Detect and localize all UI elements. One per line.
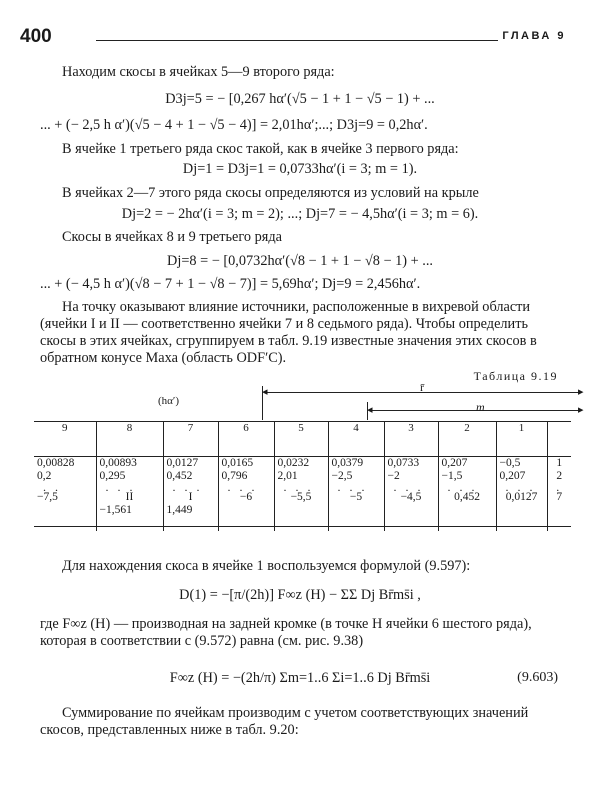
table-caption: Таблица 9.19 — [473, 369, 558, 383]
chapter-heading: ГЛАВА 9 — [502, 30, 566, 42]
column-header: 4 — [328, 422, 384, 457]
equation: ... + (− 2,5 h α′)(√5 − 4 + 1 − √5 − 4)] = 2,01hα′;...; D3j=9 = 0,2hα′. — [40, 117, 428, 133]
table-cell: 0,207 −1,5 . . . 0,452 — [438, 457, 496, 527]
paragraph-line: скосов, представленных ниже в табл. 9.20: — [40, 722, 299, 738]
values-table — [34, 387, 571, 531]
table-cell: −0,5 0,207 . . . 0,0127 — [496, 457, 547, 527]
column-header: 5 — [274, 422, 328, 457]
column-header: 7 — [163, 422, 218, 457]
arrow-left-icon: ◂ — [262, 386, 268, 398]
table-cell: 0,0127 0,452 . . . I 1,449 — [163, 457, 218, 527]
equation-number: (9.603) — [517, 670, 558, 685]
paragraph-line: где F∞z (H) — производная на задней кромке (в точке H ячейки 6 шестого ряда), — [40, 616, 532, 632]
equation: D(1) = −[π/(2h)] F∞z (H) − ΣΣ Dj Br̄ms̄i , — [179, 587, 421, 603]
paragraph-line: скосы в этих ячейках, сгруппируем в табл. 9.19 известные значения этих скосов в — [40, 333, 537, 349]
text-line: Скосы в ячейках 8 и 9 третьего ряда — [62, 229, 282, 245]
paragraph-line: (ячейки I и II — соответственно ячейки 7 и 8 седьмого ряда). Чтобы определить — [40, 316, 528, 332]
arrow-left-icon: ◂ — [367, 404, 373, 416]
m-label: m — [476, 400, 485, 414]
table-cell: 0,00893 0,295 . . . II −1,561 — [96, 457, 163, 527]
column-header: 8 — [96, 422, 163, 457]
column-header: 3 — [384, 422, 438, 457]
column-header: 2 — [438, 422, 496, 457]
table-cell: 0,0165 0,796 . . . −6 — [218, 457, 274, 527]
paragraph-line: На точку оказывают влияние источники, расположенные в вихревой области — [62, 299, 531, 315]
header-rule — [96, 40, 498, 41]
table-data-row — [34, 457, 571, 527]
text-line: Для нахождения скоса в ячейке 1 воспользуемся формулой (9.597): — [62, 558, 471, 574]
equation: Dj=8 = − [0,0732hα′(√8 − 1 + 1 − √8 − 1) + ... — [167, 253, 433, 269]
equation: D3j=5 = − [0,267 hα′(√5 − 1 + 1 − √5 − 1) + ... — [165, 91, 435, 107]
paragraph-line: которая в соответствии с (9.572) равна (см. рис. 9.38) — [40, 633, 364, 649]
text-line: В ячейке 1 третьего ряда скос такой, как в ячейке 3 первого ряда: — [62, 141, 459, 157]
equation: Dj=2 = − 2hα′(i = 3; m = 2); ...; Dj=7 = − 4,5hα′(i = 3; m = 6). — [121, 206, 479, 222]
table-header-row — [34, 422, 571, 457]
text-line: В ячейках 2—7 этого ряда скосы определяются из условий на крыле — [62, 185, 479, 201]
r-label: r̄ — [420, 380, 424, 394]
table-cell: 0,0232 2,01 . . . −5,5 — [274, 457, 328, 527]
table-unit-label: (hα′) — [158, 395, 179, 407]
arrow-right-icon: ▸ — [578, 404, 584, 416]
equation: ... + (− 4,5 h α′)(√8 − 7 + 1 − √8 − 7)] = 5,69hα′; Dj=9 = 2,456hα′. — [40, 276, 421, 292]
column-header — [547, 422, 571, 457]
text-line: Находим скосы в ячейках 5—9 второго ряда: — [62, 64, 335, 80]
equation: F∞z (H) = −(2h/π) Σm=1..6 Σi=1..6 Dj Br̄ms̄i — [169, 670, 431, 686]
column-header: 6 — [218, 422, 274, 457]
table-cell: 0,0379 −2,5 . . . −5 — [328, 457, 384, 527]
column-header: 9 — [34, 422, 96, 457]
table-cell: 0,0733 −2 . . . −4,5 — [384, 457, 438, 527]
table-cell: 0,00828 0,2 . . −7,5 — [34, 457, 96, 527]
table-cell: 1 2 . 7 — [556, 457, 563, 503]
paragraph-line: Суммирование по ячейкам производим с учетом соответствующих значений — [62, 705, 529, 721]
equation: Dj=1 = D3j=1 = 0,0733hα′(i = 3; m = 1). — [182, 161, 418, 177]
page-number: 400 — [20, 26, 52, 47]
paragraph-line: обратном конусе Маха (область ODF′C). — [40, 350, 287, 366]
column-header: 1 — [496, 422, 547, 457]
arrow-right-icon: ▸ — [578, 386, 584, 398]
